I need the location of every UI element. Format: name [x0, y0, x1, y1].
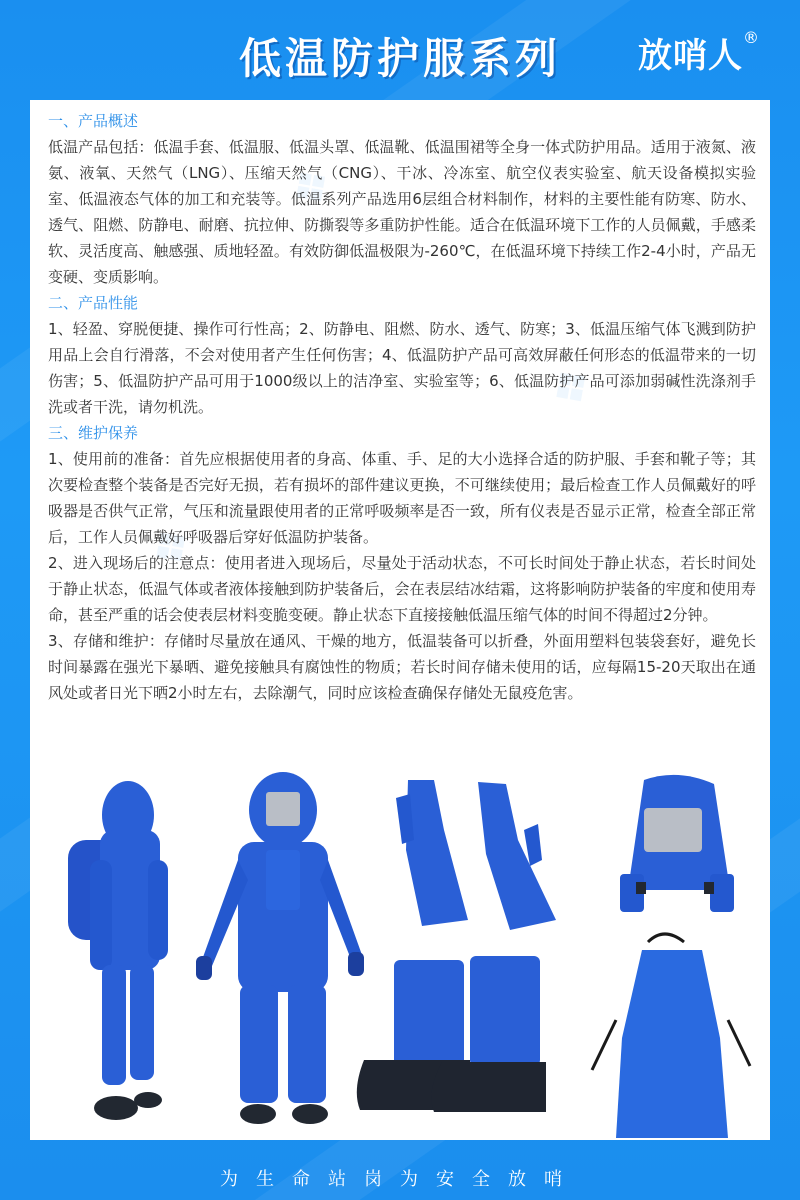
section-heading-maintenance: 三、维护保养 [48, 424, 139, 442]
hood-image [620, 775, 734, 912]
section-heading-overview: 一、产品概述 [48, 112, 139, 130]
brand-logo [638, 28, 760, 77]
content-card [30, 100, 770, 1140]
gloves-image [396, 780, 556, 930]
footer-slogan: 为生命站岗为安全放哨 [220, 1169, 580, 1190]
page-title: 低温防护服系列 [238, 34, 561, 83]
header [0, 0, 800, 100]
watermark: ❖ [537, 352, 606, 424]
overview-paragraph: 低温产品包括：低温手套、低温服、低温头罩、低温靴、低温围裙等全身一体式防护用品。适用于液氮、液氨、液氧、天然气（LNG）、压缩天然气（CNG）、干冰、冷冻室、航空仪表实验室、航天设备模拟实验室、低温液态气体的加工和充装等。低温系列产品选用6层组合材料制作，材料的主要性能有防寒、防水、透气、阻燃、防静电、耐磨、抗拉伸、防撕裂等多重防护性能。适合在低温环境下工作的人员佩戴，手感柔软、灵活度高、触感强、质地轻盈。有效防御低温极限为-260℃，在低温环境下持续工作2-4小时，产品无变硬、变质影响。 [48, 138, 756, 286]
apron-image [592, 934, 750, 1138]
suit-front-image [196, 772, 364, 1124]
registered-mark: ® [743, 28, 760, 47]
watermark: ❖ [277, 152, 346, 224]
suit-back-image [68, 781, 168, 1120]
maintenance-paragraph-1: 1、使用前的准备：首先应根据使用者的身高、体重、手、足的大小选择合适的防护服、手套和靴子等；其次要检查整个装备是否完好无损，若有损坏的部件建议更换，不可继续使用；最后检查工作人员佩戴好的呼吸器是否供气正常，气压和流量跟使用者的正常呼吸频率是否一致，所有仪表是否显示正常，检查全部正常后，工作人员佩戴好呼吸器后穿好低温防护装备。 [48, 450, 756, 546]
maintenance-paragraph-3: 3、存储和维护：存储时尽量放在通风、干燥的地方，低温装备可以折叠，外面用塑料包装袋套好，避免长时间暴露在强光下暴晒、避免接触具有腐蚀性的物质；若长时间存储未使用的话，应每隔15-20天取出在通风处或者日光下晒2小时左右，去除潮气，同时应该检查确保存储处无鼠疫危害。 [48, 632, 756, 702]
boots-image [357, 956, 546, 1112]
maintenance-paragraph-2: 2、进入现场后的注意点：使用者进入现场后，尽量处于活动状态，不可长时间处于静止状态，若长时间处于静止状态，低温气体或者液体接触到防护装备后，会在表层结冰结霜，这将影响防护装备的牢度和使用寿命，甚至严重的话会使表层材料变脆变硬。静止状态下直接接触低温压缩气体的时间不得超过2分钟。 [48, 554, 756, 624]
text-content [48, 108, 756, 706]
product-images [30, 770, 770, 1140]
performance-paragraph: 1、轻盈、穿脱便捷、操作可行性高；2、防静电、阻燃、防水、透气、防寒；3、低温压缩气体飞溅到防护用品上会自行滑落，不会对使用者产生任何伤害；4、低温防护产品可高效屏蔽任何形态的低温带来的一切伤害；5、低温防护产品可用于1000级以上的洁净室、实验室等；6、低温防护产品可添加弱碱性洗涤剂手洗或者干洗，请勿机洗。 [48, 320, 756, 416]
brand-name: 放哨人 [638, 36, 743, 76]
watermark: ❖ [137, 512, 206, 584]
section-heading-performance: 二、产品性能 [48, 294, 139, 312]
